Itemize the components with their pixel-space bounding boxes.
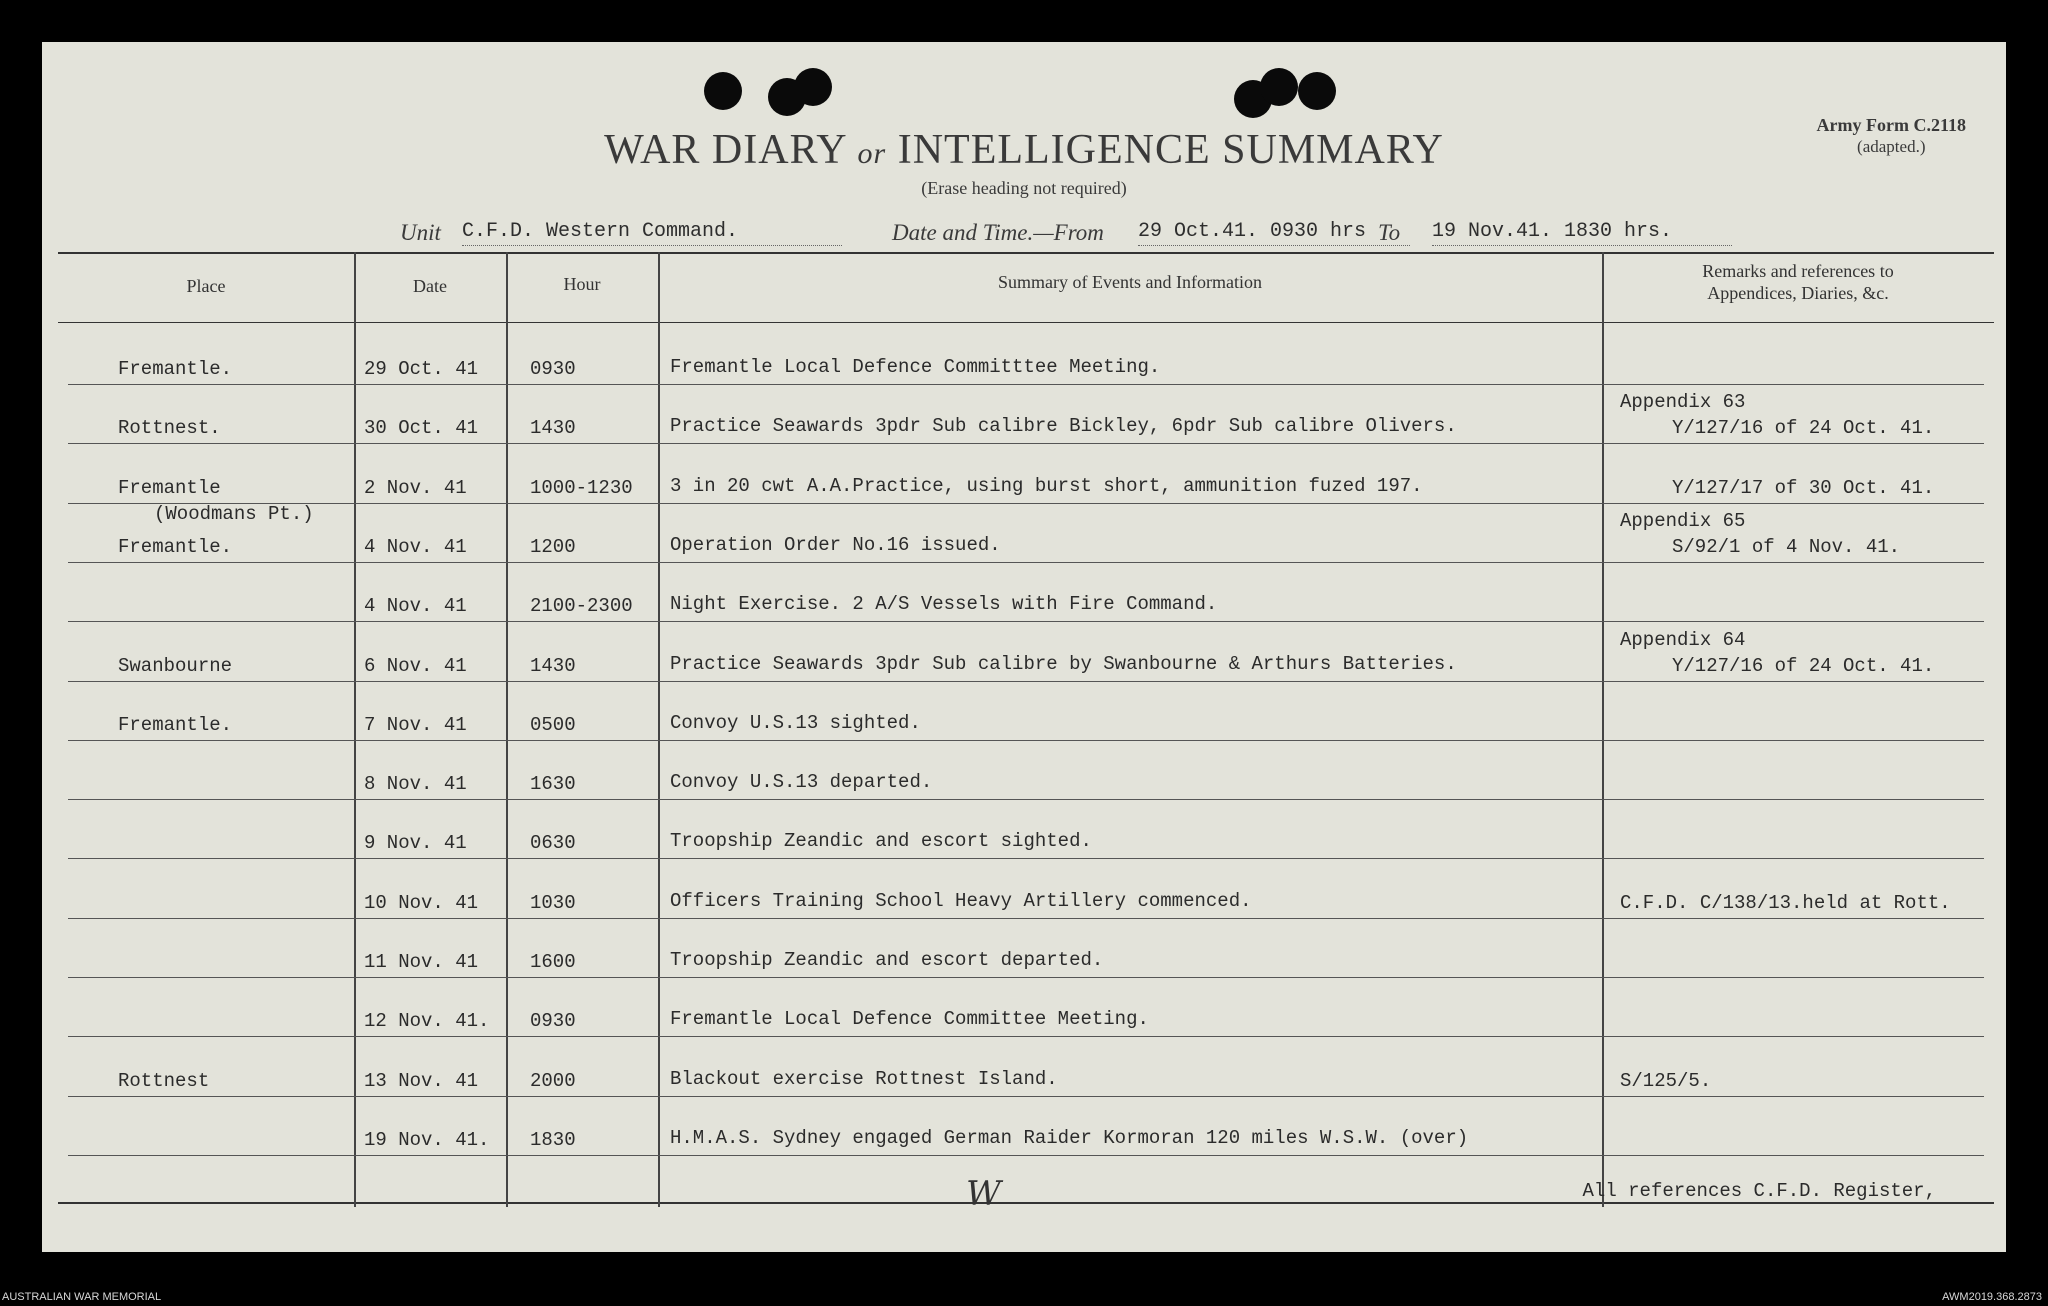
table-bottom-rule <box>58 1202 1994 1204</box>
table-row-rule <box>68 562 1984 563</box>
cell-date: 19 Nov. 41. <box>364 1128 490 1151</box>
cell-summary: Operation Order No.16 issued. <box>670 533 1001 556</box>
cell-summary: Troopship Zeandic and escort departed. <box>670 949 1104 971</box>
unit-line <box>42 220 2006 254</box>
cell-summary: Troopship Zeandic and escort sighted. <box>670 830 1092 853</box>
table-row-rule <box>68 681 1984 682</box>
column-divider <box>1602 252 1604 1207</box>
cell-remarks: Appendix 63 <box>1620 391 1746 414</box>
table-row-rule <box>68 443 1984 444</box>
punch-hole <box>1298 72 1336 110</box>
cell-date: 8 Nov. 41 <box>364 773 467 796</box>
table-top-rule <box>58 252 1994 254</box>
page-title: WAR DIARY or INTELLIGENCE SUMMARY <box>604 127 1444 173</box>
cell-date: 6 Nov. 41 <box>364 654 467 677</box>
credit-left: AUSTRALIAN WAR MEMORIAL <box>2 1291 162 1303</box>
cell-remarks2: Y/127/17 of 30 Oct. 41. <box>1672 476 1935 499</box>
table-row-rule <box>68 384 1984 385</box>
cell-hour: 1600 <box>530 951 576 973</box>
cell-date: 11 Nov. 41 <box>364 951 479 973</box>
cell-date: 30 Oct. 41 <box>364 417 479 440</box>
handwritten-initials: W <box>966 1174 1001 1214</box>
cell-summary: Blackout exercise Rottnest Island. <box>670 1067 1058 1090</box>
cell-remarks: Appendix 64 <box>1620 628 1746 651</box>
cell-summary: Night Exercise. 2 A/S Vessels with Fire Command. <box>670 593 1218 616</box>
cell-remarks2: Y/127/16 of 24 Oct. 41. <box>1672 417 1935 440</box>
table-row-rule <box>68 1155 1984 1156</box>
column-divider <box>506 252 508 1207</box>
cell-summary: Officers Training School Heavy Artillery commenced. <box>670 889 1252 912</box>
date-label: Date and Time.—From <box>892 220 1104 245</box>
cell-place: Rottnest <box>118 1069 210 1092</box>
table-row-rule <box>68 918 1984 919</box>
punch-hole <box>1260 68 1298 106</box>
table-row-rule <box>68 503 1984 504</box>
cell-date: 29 Oct. 41 <box>364 358 479 380</box>
cell-hour: 1430 <box>530 417 576 440</box>
header-rule <box>58 322 1994 323</box>
cell-hour: 2000 <box>530 1069 576 1092</box>
cell-summary: 3 in 20 cwt A.A.Practice, using burst short, ammunition fuzed 197. <box>670 474 1423 497</box>
cell-date: 10 Nov. 41 <box>364 891 479 914</box>
column-header-place: Place <box>186 276 226 296</box>
cell-date: 9 Nov. 41 <box>364 832 467 855</box>
cell-place: Swanbourne <box>118 654 233 677</box>
cell-hour: 0630 <box>530 832 576 855</box>
table-row-rule <box>68 858 1984 859</box>
cell-date: 13 Nov. 41 <box>364 1069 479 1092</box>
cell-hour: 0930 <box>530 358 576 380</box>
punch-hole <box>704 72 742 110</box>
cell-remarks2: S/92/1 of 4 Nov. 41. <box>1672 535 1901 558</box>
cell-date: 2 Nov. 41 <box>364 476 467 499</box>
cell-date: 4 Nov. 41 <box>364 535 467 558</box>
cell-hour: 1830 <box>530 1128 576 1151</box>
credit-right: AWM2019.368.2873 <box>1942 1291 2042 1303</box>
cell-place: Fremantle. <box>118 358 233 380</box>
table-row-rule <box>68 621 1984 622</box>
cell-remarks2: Y/127/16 of 24 Oct. 41. <box>1672 654 1935 677</box>
cell-summary: Practice Seawards 3pdr Sub calibre by Swanbourne & Arthurs Batteries. <box>670 652 1457 675</box>
column-divider <box>354 252 356 1207</box>
cell-hour: 1200 <box>530 535 576 558</box>
cell-hour: 0930 <box>530 1010 576 1033</box>
cell-remarks: S/125/5. <box>1620 1069 1712 1092</box>
punch-hole <box>794 68 832 106</box>
table-row-rule <box>68 1036 1984 1037</box>
cell-hour: 1430 <box>530 654 576 677</box>
from-value: 29 Oct.41. 0930 hrs <box>1138 220 1410 246</box>
war-diary-sheet <box>42 42 2006 1252</box>
column-header-summary: Summary of Events and Information <box>998 272 1262 292</box>
cell-place-sub: (Woodmans Pt.) <box>154 502 314 525</box>
cell-summary: H.M.A.S. Sydney engaged German Raider Kormoran 120 miles W.S.W. (over) <box>670 1126 1469 1149</box>
diary-table <box>58 252 1994 1207</box>
cell-hour: 0500 <box>530 713 576 736</box>
table-row-rule <box>68 799 1984 800</box>
cell-summary: Convoy U.S.13 departed. <box>670 771 933 794</box>
cell-date: 4 Nov. 41 <box>364 595 467 618</box>
unit-value: C.F.D. Western Command. <box>462 220 842 246</box>
page-subtitle: (Erase heading not required) <box>921 178 1127 198</box>
cell-date: 7 Nov. 41 <box>364 713 467 736</box>
to-value: 19 Nov.41. 1830 hrs. <box>1432 220 1732 246</box>
column-divider <box>658 252 660 1207</box>
cell-summary: Practice Seawards 3pdr Sub calibre Bickley, 6pdr Sub calibre Olivers. <box>670 415 1457 438</box>
cell-summary: Fremantle Local Defence Committee Meeting. <box>670 1008 1149 1031</box>
cell-summary: Fremantle Local Defence Committtee Meeting. <box>670 356 1161 378</box>
unit-label: Unit <box>400 220 441 245</box>
cell-remarks: Appendix 65 <box>1620 509 1746 532</box>
table-row-rule <box>68 1096 1984 1097</box>
cell-date: 12 Nov. 41. <box>364 1010 490 1033</box>
to-label: To <box>1378 220 1401 245</box>
column-header-date: Date <box>413 276 447 296</box>
table-row-rule <box>68 740 1984 741</box>
cell-hour: 1630 <box>530 773 576 796</box>
cell-place: Fremantle. <box>118 713 233 736</box>
cell-place: Fremantle. <box>118 535 233 558</box>
column-header-remarks: Remarks and references to Appendices, Diaries, &c. <box>1702 261 1894 303</box>
army-form-label: Army Form C.2118 (adapted.) <box>1816 115 1966 156</box>
cell-summary: Convoy U.S.13 sighted. <box>670 711 921 734</box>
cell-hour: 2100-2300 <box>530 595 633 618</box>
table-row-rule <box>68 977 1984 978</box>
cell-place: Fremantle <box>118 476 221 499</box>
column-header-hour: Hour <box>563 274 601 294</box>
cell-hour: 1000-1230 <box>530 476 633 499</box>
footer-references: All references C.F.D. Register, <box>1582 1180 1936 1202</box>
cell-remarks: C.F.D. C/138/13.held at Rott. <box>1620 891 1951 914</box>
cell-place: Rottnest. <box>118 417 221 440</box>
cell-hour: 1030 <box>530 891 576 914</box>
